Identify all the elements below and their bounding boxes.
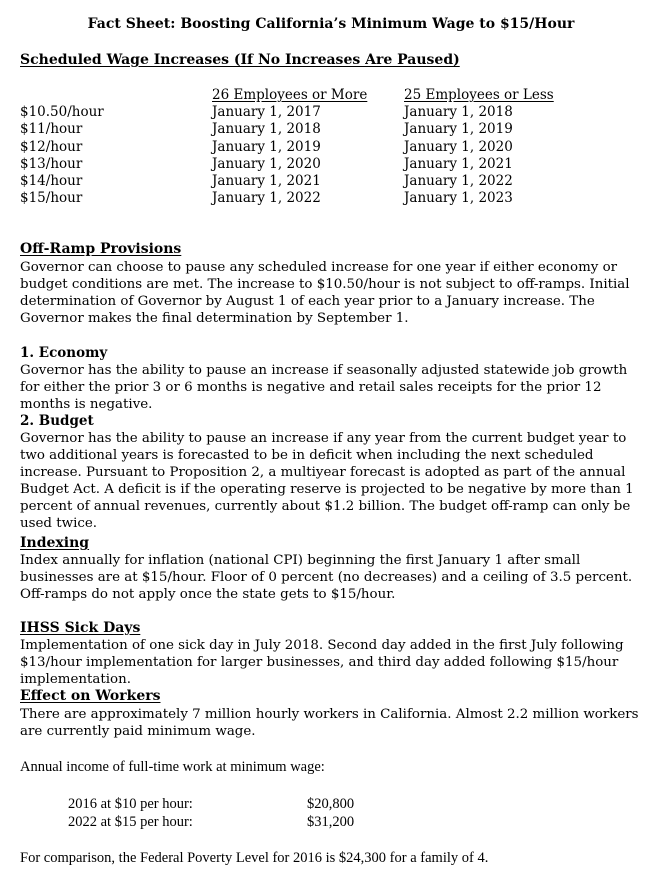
- wage-cell: $15/hour: [20, 190, 83, 207]
- wage-cell: $13/hour: [20, 155, 83, 172]
- workers-heading: Effect on Workers: [20, 688, 161, 704]
- income-row-amount: $20,800: [307, 796, 355, 812]
- ihss-body: Implementation of one sick day in July 2018. Second day added in the first July following $13/hour implementation for larger businesses, and third day added following $15/hour implementation.: [20, 638, 624, 687]
- wage-column: [20, 104, 104, 207]
- economy-body: Governor has the ability to pause an increase if seasonally adjusted statewide job growth for either the prior 3 or 6 months is negative and retail sales receipts for the prior 12 months is negative.: [20, 363, 628, 412]
- small-employer-column: [404, 87, 554, 207]
- schedule-heading: Scheduled Wage Increases (If No Increases Are Paused): [20, 52, 460, 68]
- income-row-amount: $31,200: [307, 814, 355, 830]
- indexing-heading: Indexing: [20, 535, 90, 551]
- offramp-heading: Off-Ramp Provisions: [20, 241, 182, 257]
- budget-heading: 2. Budget: [20, 413, 94, 429]
- large-employer-column: [212, 87, 367, 207]
- date-cell: January 1, 2018: [404, 104, 513, 121]
- poverty-comparison: For comparison, the Federal Poverty Level for 2016 is $24,300 for a family of 4.: [20, 850, 489, 866]
- date-cell: January 1, 2023: [404, 190, 513, 207]
- date-cell: January 1, 2021: [404, 155, 513, 172]
- workers-body: There are approximately 7 million hourly workers in California. Almost 2.2 million workers are currently paid minimum wage.: [20, 707, 639, 739]
- wage-cell: $10.50/hour: [20, 104, 104, 121]
- page-title: Fact Sheet: Boosting California’s Minimum Wage to $15/Hour: [87, 16, 575, 32]
- income-row-label: 2016 at $10 per hour:: [68, 796, 193, 812]
- date-cell: January 1, 2019: [404, 121, 513, 138]
- date-cell: January 1, 2022: [404, 172, 513, 189]
- date-cell: January 1, 2017: [212, 104, 321, 121]
- budget-body: Governor has the ability to pause an increase if any year from the current budget year to two additional years is forecasted to be in deficit when including the next scheduled increase. Pursuant to Proposition 2, a multiyear forecast is adopted as part of the annual Budget Act. A deficit is if the operating reserve is projected to be negative by more than 1 percent of annual revenues, currently about $1.2 billion. The budget off-ramp can only be used twice.: [20, 431, 634, 531]
- economy-heading: 1. Economy: [20, 345, 108, 361]
- ihss-heading: IHSS Sick Days: [20, 620, 141, 636]
- large-employer-header: 26 Employees or More: [212, 87, 368, 103]
- date-cell: January 1, 2021: [212, 172, 321, 189]
- income-intro: Annual income of full-time work at minimum wage:: [20, 759, 325, 775]
- date-cell: January 1, 2020: [212, 155, 321, 172]
- income-row-label: 2022 at $15 per hour:: [68, 814, 193, 830]
- wage-cell: $14/hour: [20, 172, 83, 189]
- small-employer-header: 25 Employees or Less: [404, 87, 554, 103]
- wage-cell: $11/hour: [20, 121, 83, 138]
- date-cell: January 1, 2020: [404, 138, 513, 155]
- date-cell: January 1, 2019: [212, 138, 321, 155]
- indexing-body: Index annually for inflation (national CPI) beginning the first January 1 after small businesses are at $15/hour. Floor of 0 percent (no decreases) and a ceiling of 3.5 percent. Off-ramps do not apply once the state gets to $15/hour.: [20, 553, 633, 602]
- date-cell: January 1, 2022: [212, 190, 321, 207]
- offramp-body: Governor can choose to pause any scheduled increase for one year if either economy or budget conditions are met. The increase to $10.50/hour is not subject to off-ramps. Initial determination of Governor by August 1 of each year prior to a January increase. The Governor makes the final determination by September 1.: [20, 260, 630, 326]
- wage-cell: $12/hour: [20, 138, 83, 155]
- date-cell: January 1, 2018: [212, 121, 321, 138]
